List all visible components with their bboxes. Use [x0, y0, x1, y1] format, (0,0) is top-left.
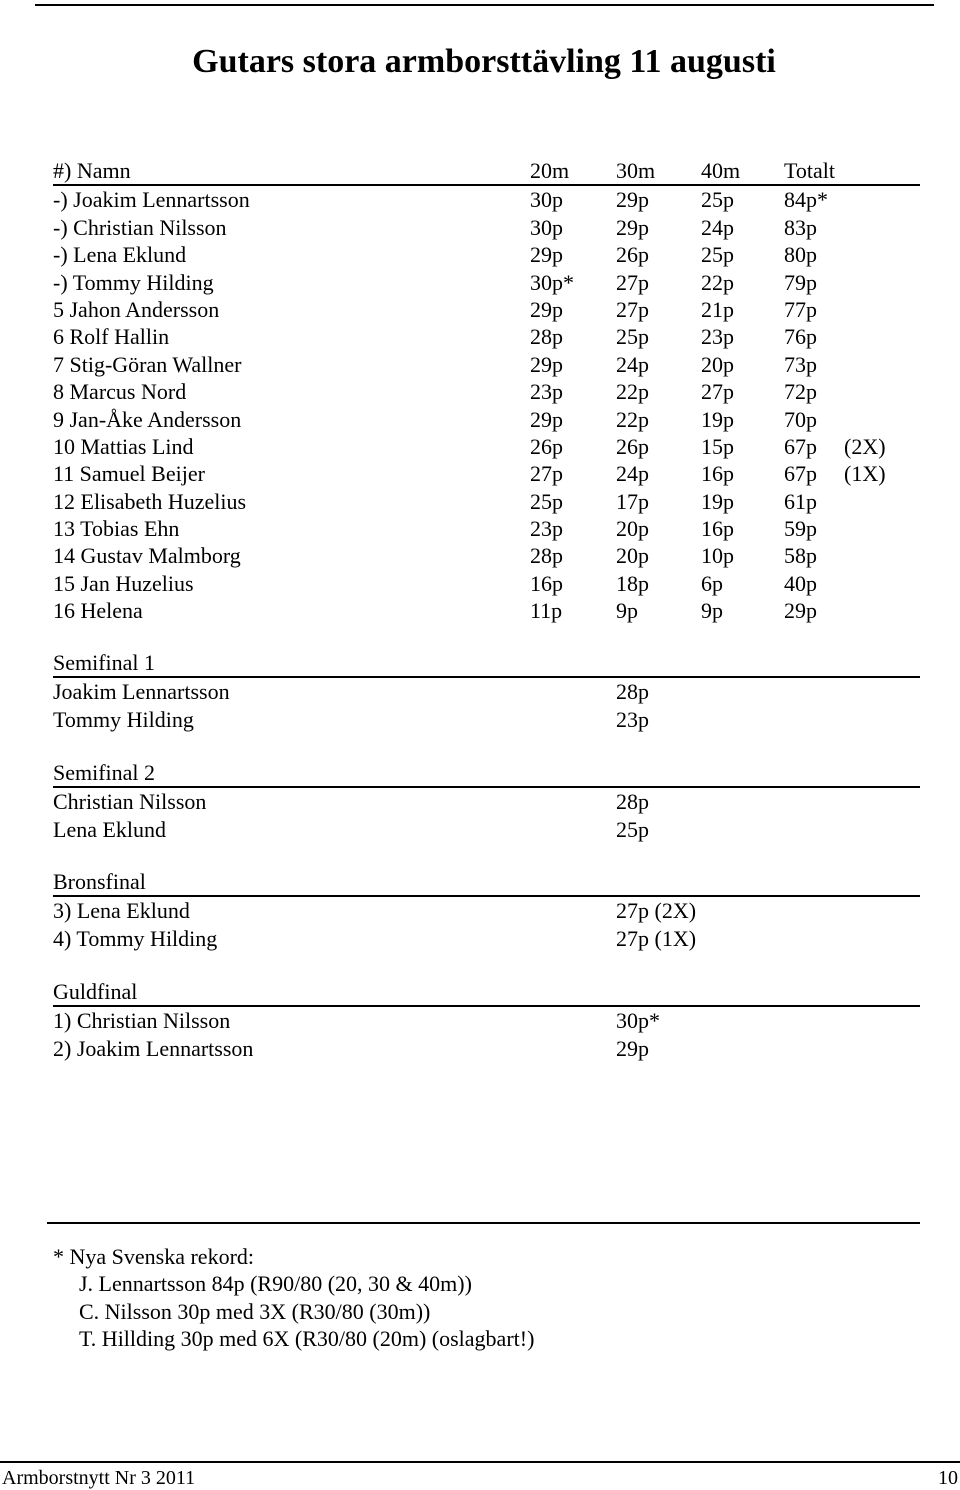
competitor-name: 2) Joakim Lennartsson: [53, 1035, 254, 1061]
competitor-score: 28p: [616, 789, 649, 815]
table-row: [53, 269, 920, 296]
competitor-name: -) Lena Eklund: [53, 242, 187, 268]
score-20m: 25p: [530, 488, 563, 514]
competitor-name: 6 Rolf Hallin: [53, 324, 170, 350]
competitor-score: 27p (1X): [616, 925, 697, 951]
header-20m: 20m: [530, 158, 570, 183]
competitor-name: 14 Gustav Malmborg: [53, 543, 241, 569]
table-row: [53, 323, 920, 350]
list-item: [53, 788, 920, 815]
competitor-name: 9 Jan-Åke Andersson: [53, 406, 242, 432]
header-30m: 30m: [616, 158, 656, 183]
section-title: Semifinal 1: [53, 649, 920, 678]
record-notes: [53, 1243, 534, 1353]
section-title: Semifinal 2: [53, 759, 920, 788]
competitor-name: 5 Jahon Andersson: [53, 296, 220, 322]
score-20m: 23p: [530, 516, 563, 542]
page-title: Gutars stora armborsttävling 11 augusti: [192, 43, 776, 80]
score-20m: 28p: [530, 543, 563, 569]
score-total: 79p: [784, 269, 817, 295]
score-40m: 10p: [701, 543, 734, 569]
table-row: [53, 378, 920, 405]
header-total: Totalt: [784, 158, 836, 183]
score-40m: 25p: [701, 242, 734, 268]
table-row: [53, 515, 920, 542]
score-20m: 26p: [530, 433, 563, 459]
competitor-name: 4) Tommy Hilding: [53, 925, 218, 951]
competitor-score: 29p: [616, 1035, 649, 1061]
header-40m: 40m: [701, 158, 741, 183]
score-20m: 23p: [530, 379, 563, 405]
list-item: [53, 925, 920, 952]
score-40m: 15p: [701, 433, 734, 459]
table-row: [53, 241, 920, 268]
competitor-name: 15 Jan Huzelius: [53, 570, 194, 596]
score-40m: 16p: [701, 461, 734, 487]
score-30m: 27p: [616, 296, 649, 322]
score-total: 76p: [784, 324, 817, 350]
score-total: 80p: [784, 242, 817, 268]
table-row: [53, 597, 920, 624]
score-20m: 29p: [530, 242, 563, 268]
table-row: [53, 433, 920, 460]
note-line: C. Nilsson 30p med 3X (R30/80 (30m)): [79, 1298, 431, 1324]
table-row: [53, 488, 920, 515]
score-20m: 27p: [530, 461, 563, 487]
competitor-name: -) Joakim Lennartsson: [53, 187, 250, 213]
list-item: [53, 706, 920, 733]
score-20m: 30p: [530, 214, 563, 240]
score-30m: 20p: [616, 516, 649, 542]
score-40m: 23p: [701, 324, 734, 350]
score-40m: 25p: [701, 187, 734, 213]
competitor-score: 23p: [616, 706, 649, 732]
tiebreak-note: (2X): [844, 433, 886, 459]
score-30m: 29p: [616, 187, 649, 213]
score-20m: 16p: [530, 570, 563, 596]
competitor-name: -) Christian Nilsson: [53, 214, 227, 240]
competitor-name: 3) Lena Eklund: [53, 898, 190, 924]
score-40m: 21p: [701, 296, 734, 322]
note-line: J. Lennartsson 84p (R90/80 (20, 30 & 40m)): [79, 1271, 472, 1297]
score-total: 59p: [784, 516, 817, 542]
score-20m: 28p: [530, 324, 563, 350]
competitor-name: Tommy Hilding: [53, 706, 194, 732]
footer-publication: Armborstnytt Nr 3 2011: [2, 1467, 196, 1489]
table-row: [53, 351, 920, 378]
list-item: [53, 678, 920, 705]
bronze-final: [53, 868, 920, 952]
score-40m: 20p: [701, 351, 734, 377]
score-30m: 18p: [616, 570, 649, 596]
table-row: [53, 460, 920, 487]
results-table: [53, 157, 920, 625]
table-row: [53, 186, 920, 213]
score-total: 72p: [784, 379, 817, 405]
score-30m: 29p: [616, 214, 649, 240]
list-item: [53, 897, 920, 924]
table-row: [53, 570, 920, 597]
competitor-score: 25p: [616, 816, 649, 842]
score-total: 70p: [784, 406, 817, 432]
score-total: 67p: [784, 433, 817, 459]
competitor-name: 12 Elisabeth Huzelius: [53, 488, 247, 514]
score-40m: 16p: [701, 516, 734, 542]
score-total: 83p: [784, 214, 817, 240]
competitor-name: -) Tommy Hilding: [53, 269, 214, 295]
score-40m: 27p: [701, 379, 734, 405]
score-30m: 26p: [616, 433, 649, 459]
table-row: [53, 406, 920, 433]
score-30m: 27p: [616, 269, 649, 295]
list-item: [53, 1007, 920, 1034]
table-row: [53, 296, 920, 323]
footer-page-number: 10: [938, 1467, 958, 1489]
score-total: 84p*: [784, 187, 828, 213]
score-40m: 9p: [701, 598, 723, 624]
competitor-name: Joakim Lennartsson: [53, 679, 230, 705]
competitor-name: 1) Christian Nilsson: [53, 1008, 231, 1034]
score-30m: 20p: [616, 543, 649, 569]
score-total: 61p: [784, 488, 817, 514]
score-30m: 9p: [616, 598, 638, 624]
score-30m: 22p: [616, 406, 649, 432]
score-total: 40p: [784, 570, 817, 596]
competitor-score: 28p: [616, 679, 649, 705]
score-40m: 19p: [701, 488, 734, 514]
tiebreak-note: (1X): [844, 461, 886, 487]
competitor-score: 27p (2X): [616, 898, 697, 924]
score-20m: 30p*: [530, 269, 574, 295]
score-30m: 24p: [616, 351, 649, 377]
section-title: Guldfinal: [53, 978, 920, 1007]
competitor-name: 8 Marcus Nord: [53, 379, 187, 405]
competitor-name: Christian Nilsson: [53, 789, 207, 815]
competitor-name: 7 Stig-Göran Wallner: [53, 351, 242, 377]
score-30m: 26p: [616, 242, 649, 268]
competitor-name: 11 Samuel Beijer: [53, 461, 205, 487]
table-row: [53, 542, 920, 569]
table-row: [53, 214, 920, 241]
gold-final: [53, 978, 920, 1062]
top-rule: [35, 4, 934, 6]
score-30m: 24p: [616, 461, 649, 487]
score-20m: 29p: [530, 296, 563, 322]
score-40m: 22p: [701, 269, 734, 295]
header-name: #) Namn: [53, 158, 131, 183]
score-total: 58p: [784, 543, 817, 569]
footer-rule: [0, 1461, 960, 1463]
score-total: 73p: [784, 351, 817, 377]
competitor-name: Lena Eklund: [53, 816, 167, 842]
score-20m: 29p: [530, 406, 563, 432]
table-body: [53, 186, 920, 624]
list-item: [53, 1035, 920, 1062]
score-30m: 22p: [616, 379, 649, 405]
score-20m: 29p: [530, 351, 563, 377]
score-40m: 19p: [701, 406, 734, 432]
semifinal-2: [53, 759, 920, 843]
notes-rule: [47, 1222, 920, 1224]
section-title: Bronsfinal: [53, 868, 920, 897]
score-30m: 25p: [616, 324, 649, 350]
score-40m: 6p: [701, 570, 723, 596]
score-total: 77p: [784, 296, 817, 322]
score-total: 29p: [784, 598, 817, 624]
score-total: 67p: [784, 461, 817, 487]
score-20m: 30p: [530, 187, 563, 213]
competitor-name: 16 Helena: [53, 598, 143, 624]
competitor-name: 10 Mattias Lind: [53, 433, 194, 459]
list-item: [53, 816, 920, 843]
note-line: T. Hillding 30p med 6X (R30/80 (20m) (oslagbart!): [79, 1326, 535, 1352]
score-20m: 11p: [530, 598, 563, 624]
semifinal-1: [53, 649, 920, 733]
score-30m: 17p: [616, 488, 649, 514]
competitor-name: 13 Tobias Ehn: [53, 516, 180, 542]
table-header-row: [53, 157, 920, 186]
notes-heading: * Nya Svenska rekord:: [53, 1244, 255, 1269]
competitor-score: 30p*: [616, 1008, 660, 1034]
score-40m: 24p: [701, 214, 734, 240]
